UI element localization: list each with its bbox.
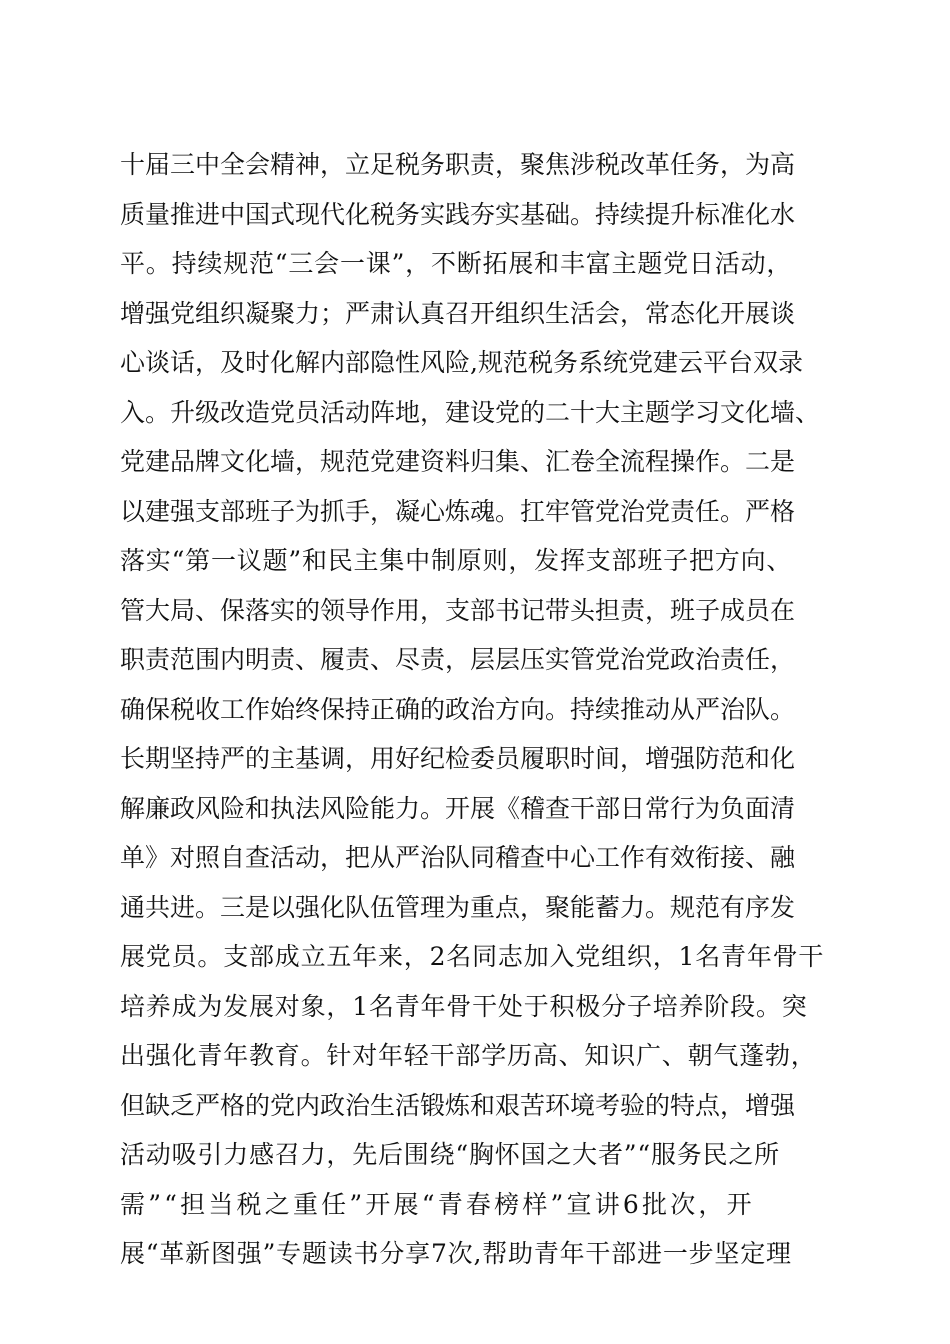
- text-line-4: 增强党组织凝聚力；严肃认真召开组织生活会，常态化开展谈: [120, 298, 796, 328]
- text-line-14: 解廉政风险和执法风险能力。开展《稽查干部日常行为负面清: [120, 793, 796, 823]
- text-line-21: 活动吸引力感召力，先后围绕“胸怀国之大者”“服务民之所: [120, 1140, 780, 1169]
- text-line-7: 党建品牌文化墙，规范党建资料归集、汇卷全流程操作。二是: [120, 447, 796, 476]
- text-line-13: 长期坚持严的主基调，用好纪检委员履职时间，增强防范和化: [120, 744, 796, 773]
- text-line-16: 通共进。三是以强化队伍管理为重点，聚能蓄力。规范有序发: [120, 892, 796, 922]
- text-line-15: 单》对照自查活动，把从严治队同稽查中心工作有效衔接、融: [120, 843, 796, 872]
- text-line-11: 职责范围内明责、履责、尽责，层层压实管党治党政治责任，: [120, 645, 796, 674]
- text-line-8: 以建强支部班子为抓手，凝心炼魂。扛牢管党治党责任。严格: [120, 496, 796, 526]
- text-line-5: 心谈话，及时化解内部隐性风险,规范税务系统党建云平台双录: [120, 348, 803, 377]
- text-line-12: 确保税收工作始终保持正确的政治方向。持续推动从严治队。: [120, 694, 796, 724]
- text-line-20: 但缺乏严格的党内政治生活锻炼和艰苦环境考验的特点，增强: [120, 1090, 796, 1120]
- text-line-2: 质量推进中国式现代化税务实践夯实基础。持续提升标准化水: [120, 199, 796, 229]
- text-line-22: 需”“担当税之重任”开展“青春榜样”宣讲6批次，开: [120, 1189, 755, 1219]
- text-line-10: 管大局、保落实的领导作用，支部书记带头担责，班子成员在: [120, 595, 796, 625]
- text-line-1: 十届三中全会精神，立足税务职责，聚焦涉税改革任务，为高: [120, 150, 796, 179]
- text-line-6: 入。升级改造党员活动阵地，建设党的二十大主题学习文化墙、: [120, 397, 821, 427]
- text-line-3: 平。持续规范“三会一课”，不断拓展和丰富主题党日活动，: [120, 249, 793, 278]
- text-line-9: 落实“第一议题”和民主集中制原则，发挥支部班子把方向、: [120, 546, 793, 575]
- text-line-18: 培养成为发展对象，1名青年骨干处于积极分子培养阶段。突: [120, 991, 808, 1021]
- text-line-17: 展党员。支部成立五年来，2名同志加入党组织，1名青年骨干: [120, 942, 825, 971]
- text-line-19: 出强化青年教育。针对年轻干部学历高、知识广、朝气蓬勃，: [120, 1041, 817, 1070]
- body-text: [120, 140, 840, 1279]
- text-line-23: 展“革新图强”专题读书分享7次,帮助青年干部进一步坚定理: [120, 1239, 792, 1268]
